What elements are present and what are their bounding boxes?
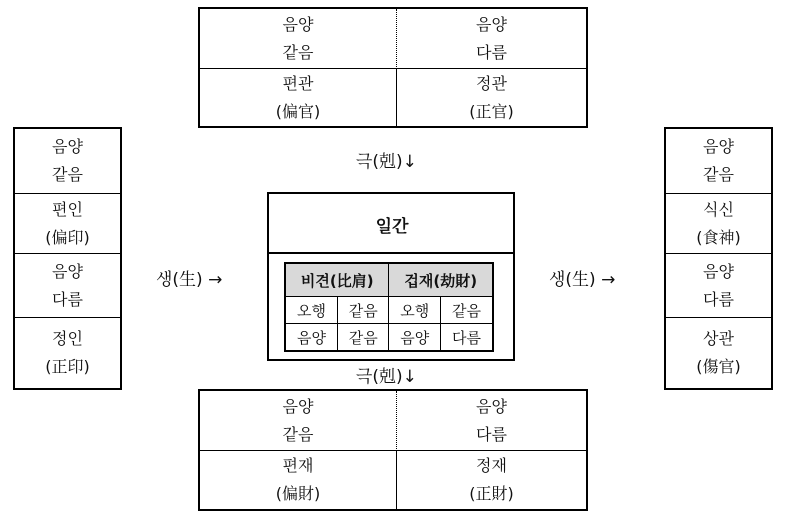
- yinyang-relation: 다름: [476, 42, 507, 62]
- table-cell: 오행: [285, 297, 337, 324]
- right-arrow-label: 생(生) →: [549, 270, 616, 290]
- geopjae-header: 겁재(劫財): [389, 263, 493, 297]
- right-box-siksin-sanggwan: [664, 127, 773, 390]
- ten-god-hanja: (正財): [469, 484, 514, 503]
- ten-god-hanja: (正官): [469, 101, 514, 121]
- table-cell: 같음: [337, 297, 389, 324]
- table-cell: 같음: [337, 324, 389, 352]
- bottom-left-name-cell: [200, 451, 396, 509]
- table-cell: 같음: [441, 297, 493, 324]
- left-upper-name-cell: [15, 194, 120, 253]
- yinyang-relation: 다름: [52, 289, 83, 309]
- top-left-yinyang-cell: [200, 9, 396, 68]
- bottom-right-yinyang-cell: [397, 391, 586, 450]
- table-cell: 다름: [441, 324, 493, 352]
- ten-god-name: 편관: [282, 73, 314, 93]
- top-right-yinyang-cell: [397, 9, 586, 68]
- yinyang-label: 음양: [282, 14, 314, 34]
- ten-god-name: 식신: [703, 199, 734, 219]
- ten-god-hanja: (偏官): [275, 101, 321, 121]
- yinyang-relation: 같음: [52, 165, 83, 184]
- top-left-name-cell: [200, 69, 396, 126]
- ten-god-name: 정인: [52, 329, 83, 348]
- left-lower-yinyang-cell: [15, 254, 120, 317]
- ten-god-name: 상관: [703, 329, 734, 348]
- yinyang-label: 음양: [282, 396, 314, 416]
- yinyang-relation: 다름: [703, 289, 734, 309]
- right-upper-name-cell: [666, 194, 771, 253]
- table-cell: 음양: [285, 324, 337, 352]
- ten-god-hanja: (食神): [696, 227, 741, 247]
- yinyang-label: 음양: [703, 261, 734, 281]
- center-box-ilgan: [267, 192, 515, 361]
- yinyang-label: 음양: [476, 396, 507, 416]
- yinyang-relation: 같음: [703, 165, 734, 184]
- left-upper-yinyang-cell: [15, 129, 120, 193]
- left-arrow-label: 생(生) →: [156, 270, 223, 290]
- bottom-right-name-cell: [397, 451, 586, 509]
- left-box-pyeonin-jeongin: [13, 127, 122, 390]
- ten-god-hanja: (正印): [45, 357, 90, 376]
- table-row: [285, 297, 493, 324]
- bottom-left-yinyang-cell: [200, 391, 396, 450]
- top-right-name-cell: [397, 69, 586, 126]
- table-row: [285, 324, 493, 352]
- bottom-arrow-label: 극(剋)↓: [356, 367, 417, 387]
- right-upper-yinyang-cell: [666, 129, 771, 193]
- center-title: 일간: [375, 217, 409, 237]
- bottom-box-pyeonjae-jeongjae: [198, 389, 588, 511]
- bigyeon-header: 비견(比肩): [285, 263, 389, 297]
- ten-god-hanja: (偏印): [45, 227, 90, 247]
- yinyang-label: 음양: [52, 137, 83, 156]
- top-arrow-label: 극(剋)↓: [356, 152, 417, 172]
- ten-god-name: 편인: [52, 199, 83, 219]
- ten-god-name: 편재: [282, 456, 314, 475]
- top-box-pyeongwan-jeonggwan: [198, 7, 588, 128]
- bigyeon-geopjae-table: [284, 262, 494, 352]
- ten-god-hanja: (傷官): [696, 357, 741, 376]
- yinyang-relation: 다름: [476, 424, 507, 444]
- ten-god-name: 정관: [476, 73, 507, 93]
- yinyang-relation: 같음: [282, 424, 314, 444]
- table-header-row: [285, 263, 493, 297]
- yinyang-relation: 같음: [282, 42, 314, 62]
- left-lower-name-cell: [15, 318, 120, 388]
- right-lower-yinyang-cell: [666, 254, 771, 317]
- yinyang-label: 음양: [52, 261, 83, 281]
- center-title-divider: [269, 252, 513, 254]
- right-lower-name-cell: [666, 318, 771, 388]
- yinyang-label: 음양: [703, 137, 734, 156]
- table-cell: 음양: [389, 324, 441, 352]
- table-cell: 오행: [389, 297, 441, 324]
- ten-god-name: 정재: [476, 456, 507, 475]
- yinyang-label: 음양: [476, 14, 507, 34]
- ten-god-hanja: (偏財): [275, 484, 321, 503]
